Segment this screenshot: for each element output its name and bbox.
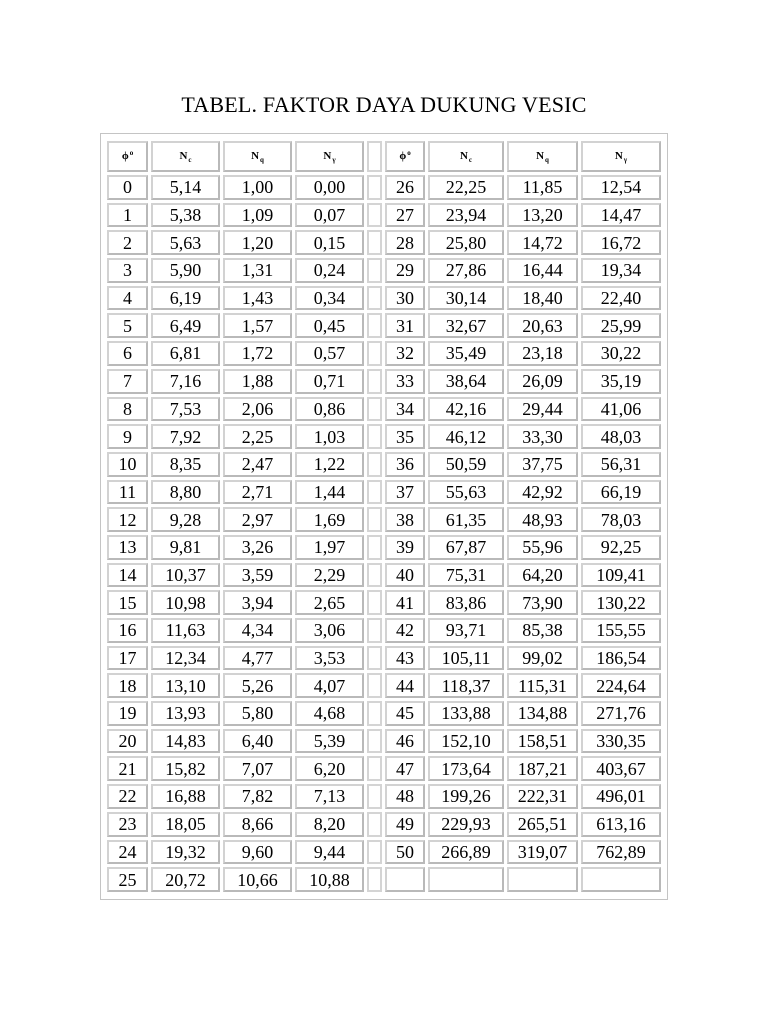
header-subscript: c [468,156,473,164]
cell-nq-left: 1,31 [223,258,292,283]
cell-nc-right: 229,93 [428,812,504,837]
cell-nq-right: 319,07 [507,840,578,865]
header-symbol: N [614,150,623,162]
header-nq-right [507,141,578,172]
cell-nc-right: 32,67 [428,313,504,338]
cell-phi-left: 19 [107,701,148,726]
cell-nc-right: 27,86 [428,258,504,283]
cell-ngamma-left: 3,53 [295,646,364,671]
cell-nq-left: 7,07 [223,756,292,781]
cell-phi-right: 42 [385,618,425,643]
cell-nq-left: 3,59 [223,563,292,588]
header-nq-left [223,141,292,172]
header-degree-sign: o [407,149,411,157]
cell-phi-left: 17 [107,646,148,671]
cell-ngamma-right: 56,31 [581,452,661,477]
cell-separator [367,646,382,671]
cell-nc-left: 9,28 [151,507,220,532]
cell-ngamma-left: 9,44 [295,840,364,865]
cell-phi-left: 0 [107,175,148,200]
cell-nq-right: 11,85 [507,175,578,200]
table-row [107,507,661,532]
cell-separator [367,701,382,726]
table-row [107,563,661,588]
cell-nc-left: 6,49 [151,313,220,338]
header-symbol: N [459,150,468,162]
header-subscript: q [545,156,549,164]
cell-phi-left: 9 [107,424,148,449]
cell-ngamma-left: 7,13 [295,784,364,809]
cell-nq-left: 9,60 [223,840,292,865]
cell-separator [367,673,382,698]
cell-phi-right: 27 [385,203,425,228]
header-degree-sign: o [129,149,134,157]
cell-nq-right: 85,38 [507,618,578,643]
cell-nc-left: 15,82 [151,756,220,781]
cell-nc-left: 19,32 [151,840,220,865]
cell-phi-left: 2 [107,230,148,255]
cell-nq-left: 4,77 [223,646,292,671]
cell-nc-left: 8,80 [151,480,220,505]
table-row [107,424,661,449]
cell-nc-right: 35,49 [428,341,504,366]
cell-ngamma-right: 16,72 [581,230,661,255]
table-row [107,535,661,560]
cell-nq-right: 16,44 [507,258,578,283]
cell-phi-right: 34 [385,397,425,422]
cell-ngamma-left: 0,24 [295,258,364,283]
cell-nq-right: 18,40 [507,286,578,311]
cell-ngamma-right: 186,54 [581,646,661,671]
bearing-capacity-table [100,133,668,900]
cell-phi-right: 46 [385,729,425,754]
header-symbol: N [179,150,188,162]
cell-nq-right: 48,93 [507,507,578,532]
cell-ngamma-left: 3,06 [295,618,364,643]
cell-separator [367,258,382,283]
cell-phi-right: 44 [385,673,425,698]
cell-ngamma-left: 5,39 [295,729,364,754]
cell-phi-left: 25 [107,867,148,892]
cell-nc-right: 46,12 [428,424,504,449]
cell-nq-left: 4,34 [223,618,292,643]
cell-separator [367,535,382,560]
cell-nc-left: 5,38 [151,203,220,228]
cell-ngamma-right [581,867,661,892]
table-row [107,258,661,283]
cell-nc-left: 14,83 [151,729,220,754]
cell-nq-left: 2,97 [223,507,292,532]
cell-nq-right: 73,90 [507,590,578,615]
cell-separator [367,341,382,366]
cell-phi-left: 15 [107,590,148,615]
cell-nc-right: 105,11 [428,646,504,671]
cell-phi-right: 40 [385,563,425,588]
cell-nq-right [507,867,578,892]
table-row [107,673,661,698]
cell-phi-left: 14 [107,563,148,588]
header-row [107,141,661,172]
cell-separator [367,729,382,754]
header-symbol: ϕ [121,150,129,162]
cell-ngamma-right: 22,40 [581,286,661,311]
cell-ngamma-left: 1,44 [295,480,364,505]
cell-phi-right: 36 [385,452,425,477]
cell-nq-right: 23,18 [507,341,578,366]
cell-ngamma-right: 496,01 [581,784,661,809]
cell-nc-right: 42,16 [428,397,504,422]
cell-nq-right: 13,20 [507,203,578,228]
cell-phi-right: 43 [385,646,425,671]
cell-ngamma-left: 0,15 [295,230,364,255]
cell-nq-right: 134,88 [507,701,578,726]
cell-ngamma-right: 35,19 [581,369,661,394]
table-row [107,452,661,477]
cell-ngamma-right: 78,03 [581,507,661,532]
cell-nq-right: 33,30 [507,424,578,449]
cell-nc-right: 199,26 [428,784,504,809]
cell-ngamma-right: 19,34 [581,258,661,283]
cell-phi-left: 16 [107,618,148,643]
cell-phi-right [385,867,425,892]
cell-ngamma-right: 403,67 [581,756,661,781]
cell-ngamma-right: 14,47 [581,203,661,228]
header-ngamma-right [581,141,661,172]
cell-ngamma-right: 66,19 [581,480,661,505]
cell-nc-right: 22,25 [428,175,504,200]
table-row [107,618,661,643]
header-ngamma-left [295,141,364,172]
table-row [107,840,661,865]
cell-ngamma-right: 613,16 [581,812,661,837]
cell-separator [367,867,382,892]
cell-phi-right: 26 [385,175,425,200]
cell-nc-left: 10,98 [151,590,220,615]
cell-nc-left: 11,63 [151,618,220,643]
table-row [107,867,661,892]
cell-ngamma-left: 1,97 [295,535,364,560]
cell-nq-left: 8,66 [223,812,292,837]
header-subscript: γ [623,156,628,164]
cell-ngamma-left: 8,20 [295,812,364,837]
cell-ngamma-right: 271,76 [581,701,661,726]
cell-nc-left: 7,53 [151,397,220,422]
cell-nc-right [428,867,504,892]
cell-separator [367,840,382,865]
cell-ngamma-left: 0,34 [295,286,364,311]
table-row [107,812,661,837]
cell-nq-left: 3,94 [223,590,292,615]
table-row [107,729,661,754]
cell-separator [367,369,382,394]
cell-nc-right: 23,94 [428,203,504,228]
cell-phi-left: 11 [107,480,148,505]
cell-nq-left: 1,88 [223,369,292,394]
cell-ngamma-left: 1,69 [295,507,364,532]
cell-nc-right: 61,35 [428,507,504,532]
cell-phi-right: 41 [385,590,425,615]
header-nc-right [428,141,504,172]
factor-table-grid [104,138,664,895]
cell-nq-left: 1,09 [223,203,292,228]
cell-nc-left: 13,10 [151,673,220,698]
cell-phi-right: 31 [385,313,425,338]
cell-nc-right: 25,80 [428,230,504,255]
cell-ngamma-right: 25,99 [581,313,661,338]
cell-nq-left: 2,47 [223,452,292,477]
cell-phi-left: 18 [107,673,148,698]
table-row [107,756,661,781]
cell-phi-right: 48 [385,784,425,809]
cell-phi-right: 37 [385,480,425,505]
cell-nc-right: 67,87 [428,535,504,560]
cell-nc-right: 118,37 [428,673,504,698]
cell-separator [367,230,382,255]
cell-ngamma-left: 2,29 [295,563,364,588]
cell-nq-left: 5,26 [223,673,292,698]
cell-nc-right: 30,14 [428,286,504,311]
cell-nc-right: 75,31 [428,563,504,588]
cell-ngamma-left: 10,88 [295,867,364,892]
cell-nq-left: 5,80 [223,701,292,726]
cell-nc-left: 6,19 [151,286,220,311]
cell-ngamma-left: 1,22 [295,452,364,477]
cell-separator [367,175,382,200]
cell-nc-right: 38,64 [428,369,504,394]
cell-separator [367,203,382,228]
cell-phi-right: 32 [385,341,425,366]
cell-separator [367,480,382,505]
header-phi-right [385,141,425,172]
cell-nc-left: 5,14 [151,175,220,200]
cell-nq-right: 99,02 [507,646,578,671]
cell-ngamma-right: 48,03 [581,424,661,449]
cell-ngamma-right: 130,22 [581,590,661,615]
cell-nc-right: 83,86 [428,590,504,615]
cell-separator [367,590,382,615]
table-row [107,784,661,809]
cell-nq-right: 42,92 [507,480,578,505]
cell-nq-left: 1,00 [223,175,292,200]
cell-nc-left: 20,72 [151,867,220,892]
cell-separator [367,784,382,809]
cell-phi-right: 49 [385,812,425,837]
cell-ngamma-right: 109,41 [581,563,661,588]
page-title: TABEL. FAKTOR DAYA DUKUNG VESIC [181,92,587,117]
cell-ngamma-left: 2,65 [295,590,364,615]
cell-nq-right: 29,44 [507,397,578,422]
cell-ngamma-left: 0,71 [295,369,364,394]
cell-phi-left: 21 [107,756,148,781]
table-row [107,646,661,671]
header-subscript: c [188,156,192,164]
cell-ngamma-left: 0,57 [295,341,364,366]
cell-nq-right: 265,51 [507,812,578,837]
cell-phi-right: 29 [385,258,425,283]
cell-nq-right: 37,75 [507,452,578,477]
table-row [107,341,661,366]
cell-ngamma-left: 0,86 [295,397,364,422]
cell-phi-left: 23 [107,812,148,837]
cell-nc-left: 18,05 [151,812,220,837]
cell-nc-left: 5,63 [151,230,220,255]
cell-phi-right: 28 [385,230,425,255]
cell-phi-right: 39 [385,535,425,560]
header-symbol: N [323,150,332,162]
cell-phi-left: 5 [107,313,148,338]
table-row [107,397,661,422]
cell-nq-right: 20,63 [507,313,578,338]
cell-phi-left: 1 [107,203,148,228]
cell-ngamma-left: 4,68 [295,701,364,726]
cell-phi-left: 22 [107,784,148,809]
cell-nc-right: 55,63 [428,480,504,505]
cell-phi-left: 20 [107,729,148,754]
cell-nc-left: 7,92 [151,424,220,449]
cell-nc-left: 5,90 [151,258,220,283]
cell-nc-right: 133,88 [428,701,504,726]
cell-ngamma-right: 224,64 [581,673,661,698]
cell-separator [367,313,382,338]
cell-nq-right: 64,20 [507,563,578,588]
cell-phi-left: 24 [107,840,148,865]
cell-phi-right: 30 [385,286,425,311]
cell-separator [367,507,382,532]
table-row [107,313,661,338]
cell-nc-right: 50,59 [428,452,504,477]
header-symbol: ϕ [399,150,407,162]
cell-nc-left: 10,37 [151,563,220,588]
cell-separator [367,756,382,781]
cell-phi-right: 38 [385,507,425,532]
cell-ngamma-left: 0,45 [295,313,364,338]
cell-nq-left: 2,71 [223,480,292,505]
cell-nq-right: 55,96 [507,535,578,560]
cell-nc-left: 9,81 [151,535,220,560]
cell-nq-left: 1,20 [223,230,292,255]
header-separator [367,141,382,172]
cell-nc-right: 93,71 [428,618,504,643]
table-row [107,286,661,311]
cell-phi-right: 47 [385,756,425,781]
cell-separator [367,286,382,311]
header-symbol: N [536,150,545,162]
cell-nc-left: 7,16 [151,369,220,394]
cell-nq-right: 222,31 [507,784,578,809]
table-row [107,701,661,726]
header-nc-left [151,141,220,172]
cell-nc-right: 173,64 [428,756,504,781]
cell-phi-right: 33 [385,369,425,394]
table-row [107,480,661,505]
cell-phi-left: 3 [107,258,148,283]
cell-phi-right: 35 [385,424,425,449]
cell-ngamma-left: 4,07 [295,673,364,698]
table-row [107,590,661,615]
header-symbol: N [251,150,260,162]
header-subscript: q [260,156,264,164]
cell-nc-left: 16,88 [151,784,220,809]
cell-ngamma-left: 0,07 [295,203,364,228]
cell-separator [367,397,382,422]
cell-ngamma-left: 1,03 [295,424,364,449]
cell-nc-left: 13,93 [151,701,220,726]
cell-separator [367,452,382,477]
cell-nq-right: 14,72 [507,230,578,255]
cell-nc-left: 12,34 [151,646,220,671]
cell-nq-left: 1,57 [223,313,292,338]
cell-nc-left: 8,35 [151,452,220,477]
table-row [107,230,661,255]
cell-nq-left: 7,82 [223,784,292,809]
cell-separator [367,563,382,588]
cell-separator [367,618,382,643]
cell-nq-left: 2,25 [223,424,292,449]
cell-ngamma-left: 6,20 [295,756,364,781]
cell-phi-left: 6 [107,341,148,366]
cell-ngamma-right: 330,35 [581,729,661,754]
cell-nq-right: 187,21 [507,756,578,781]
cell-nq-right: 158,51 [507,729,578,754]
cell-phi-left: 7 [107,369,148,394]
cell-nq-right: 26,09 [507,369,578,394]
cell-ngamma-right: 12,54 [581,175,661,200]
cell-phi-left: 13 [107,535,148,560]
table-row [107,203,661,228]
table-row [107,175,661,200]
header-subscript: γ [332,156,336,164]
cell-phi-left: 4 [107,286,148,311]
cell-phi-left: 12 [107,507,148,532]
cell-phi-right: 50 [385,840,425,865]
cell-ngamma-right: 30,22 [581,341,661,366]
cell-nc-left: 6,81 [151,341,220,366]
cell-phi-left: 10 [107,452,148,477]
cell-nc-right: 266,89 [428,840,504,865]
cell-ngamma-right: 41,06 [581,397,661,422]
cell-ngamma-right: 762,89 [581,840,661,865]
cell-nq-left: 1,72 [223,341,292,366]
cell-ngamma-right: 155,55 [581,618,661,643]
cell-phi-right: 45 [385,701,425,726]
cell-phi-left: 8 [107,397,148,422]
header-phi-left [107,141,148,172]
cell-nc-right: 152,10 [428,729,504,754]
cell-nq-left: 6,40 [223,729,292,754]
cell-nq-left: 1,43 [223,286,292,311]
cell-nq-left: 2,06 [223,397,292,422]
cell-ngamma-left: 0,00 [295,175,364,200]
cell-nq-left: 10,66 [223,867,292,892]
cell-nq-left: 3,26 [223,535,292,560]
cell-nq-right: 115,31 [507,673,578,698]
cell-separator [367,812,382,837]
cell-separator [367,424,382,449]
table-row [107,369,661,394]
cell-ngamma-right: 92,25 [581,535,661,560]
